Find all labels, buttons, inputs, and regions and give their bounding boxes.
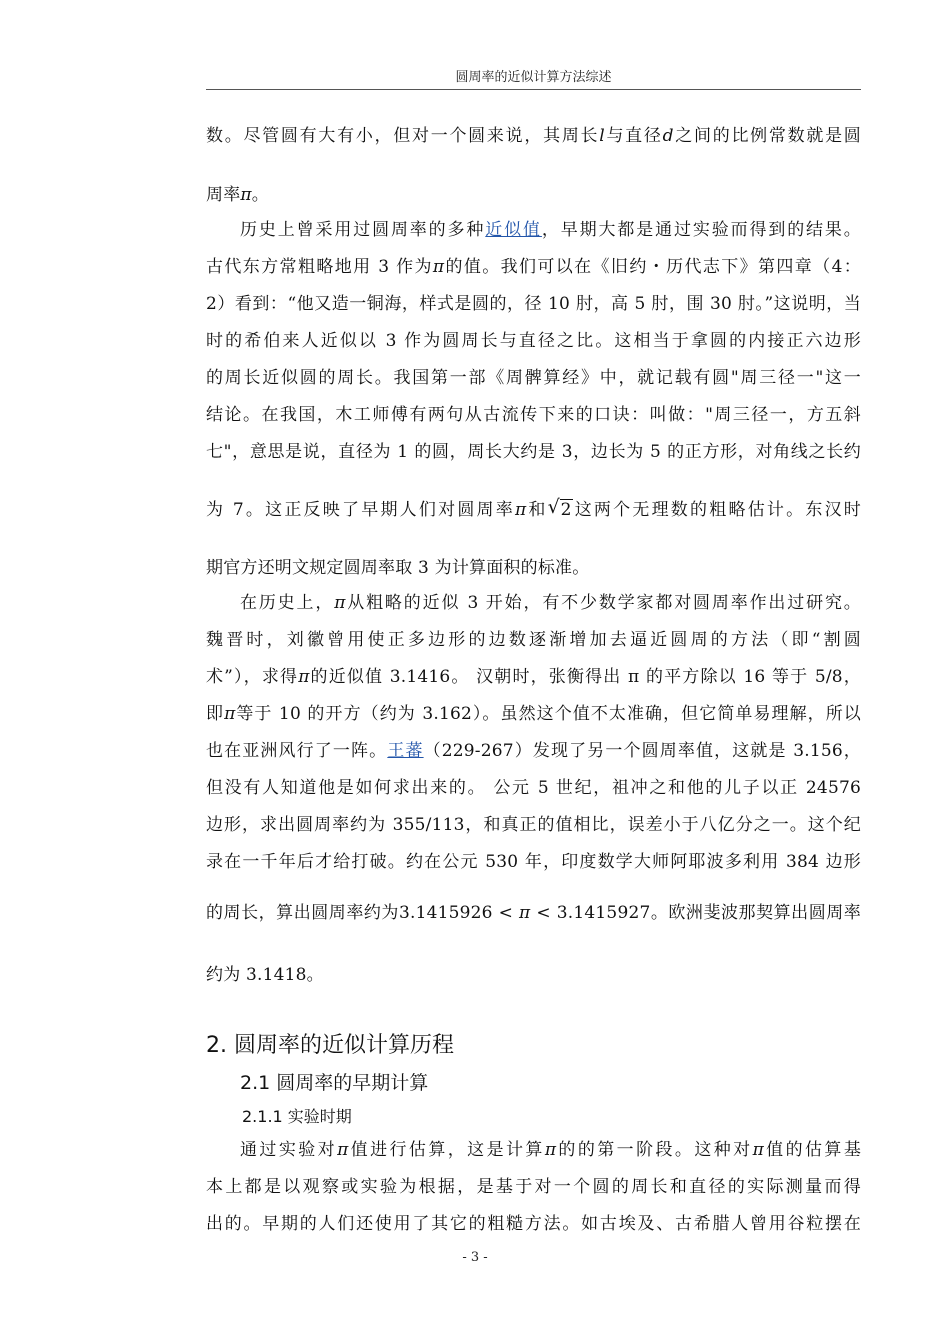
- link-approximation[interactable]: 近似值: [485, 220, 542, 240]
- section-heading-2-1: 2.1 圆周率的早期计算: [240, 1072, 429, 1094]
- paragraph-line: 为 7。这正反映了早期人们对圆周率π和 √ 2这两个无理数的粗略估计。东汉时: [206, 496, 862, 520]
- link-wang-fan[interactable]: 王蕃: [387, 741, 424, 761]
- paragraph-line: 即π等于 10 的开方（约为 3.162）。虽然这个值不太准确，但它简单易理解，所以: [206, 704, 861, 724]
- pi-symbol: π: [544, 1140, 557, 1160]
- sqrt-two: √ 2: [547, 496, 572, 520]
- header-rule: [206, 89, 861, 90]
- paragraph-line: 出的。早期的人们还使用了其它的粗糙方法。如古埃及、古希腊人曾用谷粒摆在: [206, 1214, 861, 1234]
- paragraph-line: 本上都是以观察或实验为根据，是基于对一个圆的周长和直径的实际测量而得: [206, 1177, 861, 1197]
- pi-symbol: π: [334, 593, 346, 613]
- pi-symbol: π: [752, 1140, 764, 1160]
- paragraph-line: 期官方还明文规定圆周率取 3 为计算面积的标准。: [206, 558, 590, 578]
- paragraph-line: 数。尽管圆有大有小，但对一个圆来说，其周长l与直径d之间的比例常数就是圆: [206, 126, 862, 146]
- section-heading-2-1-1: 2.1.1 实验时期: [242, 1107, 352, 1126]
- paragraph-line: 古代东方常粗略地用 3 作为π的值。我们可以在《旧约・历代志下》第四章（4：: [206, 257, 861, 277]
- inequality-formula: 3.1415926 < π < 3.1415927: [398, 903, 651, 923]
- pi-symbol: π: [432, 257, 445, 277]
- paragraph-line: 历史上曾采用过圆周率的多种近似值，早期大都是通过实验而得到的结果。: [240, 220, 861, 240]
- pi-symbol: π: [337, 1140, 349, 1160]
- pi-symbol: π: [515, 500, 527, 520]
- page-number: - 3 -: [462, 1250, 488, 1265]
- paragraph-line: 录在一千年后才给打破。约在公元 530 年，印度数学大师阿耶波多利用 384 边形: [206, 852, 861, 872]
- pi-symbol: π: [224, 704, 236, 724]
- paragraph-line: 但没有人知道他是如何求出来的。 公元 5 世纪，祖冲之和他的儿子以正 24576: [206, 778, 861, 798]
- pi-symbol: π: [298, 667, 310, 687]
- paragraph-line: 也在亚洲风行了一阵。王蕃（229-267）发现了另一个圆周率值，这就是 3.156，: [206, 741, 862, 761]
- paragraph-line: 结论。在我国，木工师傅有两句从古流传下来的口诀：叫做："周三径一，方五斜: [206, 405, 861, 425]
- paragraph-line: 周率π。: [206, 185, 269, 205]
- paragraph-line: 约为 3.1418。: [206, 965, 324, 985]
- radical-sign: √: [547, 496, 560, 518]
- paragraph-line: 通过实验对π值进行估算，这是计算π的的第一阶段。这种对π值的估算基: [240, 1140, 862, 1160]
- paragraph-line: 的周长，算出圆周率约为3.1415926 < π < 3.1415927。欧洲斐波那契算出圆周率: [206, 903, 862, 923]
- paragraph-line: 2）看到：“他又造一铜海，样式是圆的，径 10 肘，高 5 肘，围 30 肘。”这说明，当: [206, 294, 861, 314]
- paragraph-line: 的周长近似圆的周长。我国第一部《周髀算经》中，就记载有圆"周三径一"这一: [206, 368, 861, 388]
- paragraph-line: 边形，求出圆周率约为 355/113，和真正的值相比，误差小于八亿分之一。这个纪: [206, 815, 861, 835]
- running-header: 圆周率的近似计算方法综述: [455, 70, 612, 85]
- variable-d: d: [662, 126, 674, 146]
- paragraph-line: 在历史上，π从粗略的近似 3 开始，有不少数学家都对圆周率作出过研究。: [240, 593, 861, 613]
- paragraph-line: 魏晋时，刘徽曾用使正多边形的边数逐渐增加去逼近圆周的方法（即“割圆: [206, 630, 861, 650]
- paragraph-line: 七"，意思是说，直径为 1 的圆，周长大约是 3，边长为 5 的正方形，对角线之长约: [206, 442, 861, 462]
- paragraph-line: 术”），求得π的近似值 3.1416。 汉朝时，张衡得出 π 的平方除以 16 等于 5/8，: [206, 667, 861, 687]
- pi-symbol: π: [519, 903, 531, 923]
- section-heading-2: 2. 圆周率的近似计算历程: [206, 1033, 454, 1058]
- variable-l: l: [599, 126, 605, 146]
- paragraph-line: 时的希伯来人近似以 3 作为圆周长与直径之比。这相当于拿圆的内接正六边形: [206, 331, 861, 351]
- pi-symbol: π: [240, 185, 252, 205]
